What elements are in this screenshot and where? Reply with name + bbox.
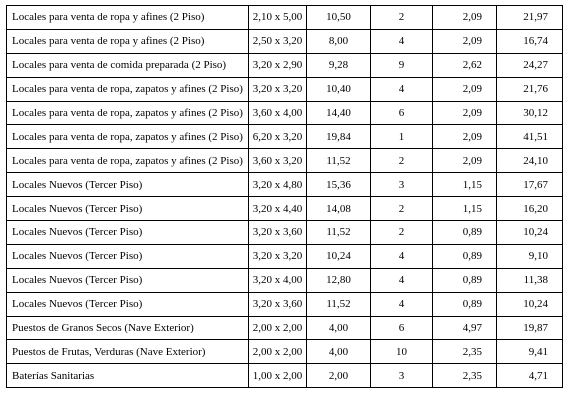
cell-dimensions: 3,20 x 4,80 bbox=[249, 173, 307, 197]
table-row bbox=[7, 149, 563, 173]
cell-area: 9,28 bbox=[307, 53, 371, 77]
cell-quantity: 4 bbox=[371, 268, 433, 292]
cell-dimensions: 3,20 x 3,60 bbox=[249, 292, 307, 316]
cell-area: 19,84 bbox=[307, 125, 371, 149]
table-row bbox=[7, 173, 563, 197]
table-row bbox=[7, 292, 563, 316]
cell-dimensions: 6,20 x 3,20 bbox=[249, 125, 307, 149]
cell-unit-price: 2,09 bbox=[433, 77, 497, 101]
cell-area: 4,00 bbox=[307, 340, 371, 364]
cell-area: 14,40 bbox=[307, 101, 371, 125]
cell-description: Locales Nuevos (Tercer Piso) bbox=[7, 244, 249, 268]
cell-dimensions: 2,10 x 5,00 bbox=[249, 6, 307, 30]
cell-area: 11,52 bbox=[307, 149, 371, 173]
cell-description: Baterías Sanitarias bbox=[7, 364, 249, 388]
cell-description: Locales para venta de comida preparada (2 Piso) bbox=[7, 53, 249, 77]
cell-unit-price: 1,15 bbox=[433, 173, 497, 197]
cell-quantity: 1 bbox=[371, 125, 433, 149]
cell-unit-price: 4,97 bbox=[433, 316, 497, 340]
cell-description: Locales para venta de ropa, zapatos y afines (2 Piso) bbox=[7, 77, 249, 101]
cell-description: Locales Nuevos (Tercer Piso) bbox=[7, 221, 249, 245]
cell-unit-price: 0,89 bbox=[433, 292, 497, 316]
cell-total: 30,12 bbox=[497, 101, 563, 125]
cell-unit-price: 2,09 bbox=[433, 149, 497, 173]
cell-quantity: 10 bbox=[371, 340, 433, 364]
cell-description: Locales Nuevos (Tercer Piso) bbox=[7, 292, 249, 316]
table-row bbox=[7, 53, 563, 77]
table-row bbox=[7, 316, 563, 340]
cell-quantity: 2 bbox=[371, 149, 433, 173]
cell-dimensions: 3,20 x 4,40 bbox=[249, 197, 307, 221]
cell-dimensions: 3,20 x 3,60 bbox=[249, 221, 307, 245]
cell-area: 2,00 bbox=[307, 364, 371, 388]
table-row bbox=[7, 77, 563, 101]
cell-quantity: 2 bbox=[371, 197, 433, 221]
cell-dimensions: 3,20 x 3,20 bbox=[249, 77, 307, 101]
cell-dimensions: 2,00 x 2,00 bbox=[249, 316, 307, 340]
cell-area: 11,52 bbox=[307, 221, 371, 245]
cell-total: 10,24 bbox=[497, 221, 563, 245]
cell-area: 10,50 bbox=[307, 6, 371, 30]
cell-area: 8,00 bbox=[307, 29, 371, 53]
cell-area: 10,40 bbox=[307, 77, 371, 101]
cell-unit-price: 2,35 bbox=[433, 340, 497, 364]
cell-total: 4,71 bbox=[497, 364, 563, 388]
table-row bbox=[7, 6, 563, 30]
cell-unit-price: 2,09 bbox=[433, 125, 497, 149]
cell-description: Locales para venta de ropa, zapatos y afines (2 Piso) bbox=[7, 125, 249, 149]
cell-unit-price: 1,15 bbox=[433, 197, 497, 221]
cell-dimensions: 3,20 x 2,90 bbox=[249, 53, 307, 77]
cell-total: 17,67 bbox=[497, 173, 563, 197]
table-row bbox=[7, 125, 563, 149]
table-row bbox=[7, 340, 563, 364]
cell-total: 9,41 bbox=[497, 340, 563, 364]
cell-unit-price: 0,89 bbox=[433, 268, 497, 292]
cell-area: 14,08 bbox=[307, 197, 371, 221]
cell-quantity: 4 bbox=[371, 292, 433, 316]
cell-description: Locales para venta de ropa, zapatos y afines (2 Piso) bbox=[7, 101, 249, 125]
cell-unit-price: 2,35 bbox=[433, 364, 497, 388]
cell-quantity: 9 bbox=[371, 53, 433, 77]
cell-total: 16,20 bbox=[497, 197, 563, 221]
cell-total: 11,38 bbox=[497, 268, 563, 292]
table-row bbox=[7, 221, 563, 245]
table-row bbox=[7, 268, 563, 292]
cell-total: 9,10 bbox=[497, 244, 563, 268]
cell-dimensions: 2,50 x 3,20 bbox=[249, 29, 307, 53]
cell-quantity: 4 bbox=[371, 77, 433, 101]
cell-total: 21,76 bbox=[497, 77, 563, 101]
cell-description: Puestos de Granos Secos (Nave Exterior) bbox=[7, 316, 249, 340]
cell-description: Locales para venta de ropa y afines (2 Piso) bbox=[7, 29, 249, 53]
cell-unit-price: 2,62 bbox=[433, 53, 497, 77]
rental-rates-table-container bbox=[6, 5, 562, 388]
cell-dimensions: 3,60 x 4,00 bbox=[249, 101, 307, 125]
table-row bbox=[7, 244, 563, 268]
table-body bbox=[7, 6, 563, 388]
table-row bbox=[7, 101, 563, 125]
cell-quantity: 6 bbox=[371, 101, 433, 125]
cell-quantity: 2 bbox=[371, 6, 433, 30]
cell-description: Locales para venta de ropa, zapatos y afines (2 Piso) bbox=[7, 149, 249, 173]
cell-quantity: 3 bbox=[371, 173, 433, 197]
cell-unit-price: 2,09 bbox=[433, 29, 497, 53]
cell-unit-price: 0,89 bbox=[433, 221, 497, 245]
cell-quantity: 4 bbox=[371, 29, 433, 53]
cell-description: Locales Nuevos (Tercer Piso) bbox=[7, 197, 249, 221]
cell-description: Locales Nuevos (Tercer Piso) bbox=[7, 268, 249, 292]
cell-total: 19,87 bbox=[497, 316, 563, 340]
cell-total: 16,74 bbox=[497, 29, 563, 53]
cell-area: 15,36 bbox=[307, 173, 371, 197]
cell-area: 12,80 bbox=[307, 268, 371, 292]
cell-description: Locales para venta de ropa y afines (2 Piso) bbox=[7, 6, 249, 30]
table-row bbox=[7, 197, 563, 221]
cell-area: 11,52 bbox=[307, 292, 371, 316]
cell-dimensions: 2,00 x 2,00 bbox=[249, 340, 307, 364]
cell-quantity: 3 bbox=[371, 364, 433, 388]
cell-total: 24,10 bbox=[497, 149, 563, 173]
cell-total: 41,51 bbox=[497, 125, 563, 149]
cell-description: Locales Nuevos (Tercer Piso) bbox=[7, 173, 249, 197]
cell-area: 10,24 bbox=[307, 244, 371, 268]
cell-dimensions: 3,20 x 3,20 bbox=[249, 244, 307, 268]
cell-description: Puestos de Frutas, Verduras (Nave Exterior) bbox=[7, 340, 249, 364]
cell-quantity: 6 bbox=[371, 316, 433, 340]
cell-area: 4,00 bbox=[307, 316, 371, 340]
cell-unit-price: 0,89 bbox=[433, 244, 497, 268]
cell-quantity: 4 bbox=[371, 244, 433, 268]
cell-total: 24,27 bbox=[497, 53, 563, 77]
cell-total: 21,97 bbox=[497, 6, 563, 30]
cell-quantity: 2 bbox=[371, 221, 433, 245]
rental-rates-table bbox=[6, 5, 563, 388]
cell-unit-price: 2,09 bbox=[433, 101, 497, 125]
cell-dimensions: 3,20 x 4,00 bbox=[249, 268, 307, 292]
cell-total: 10,24 bbox=[497, 292, 563, 316]
cell-dimensions: 1,00 x 2,00 bbox=[249, 364, 307, 388]
table-row bbox=[7, 29, 563, 53]
cell-unit-price: 2,09 bbox=[433, 6, 497, 30]
cell-dimensions: 3,60 x 3,20 bbox=[249, 149, 307, 173]
table-row bbox=[7, 364, 563, 388]
